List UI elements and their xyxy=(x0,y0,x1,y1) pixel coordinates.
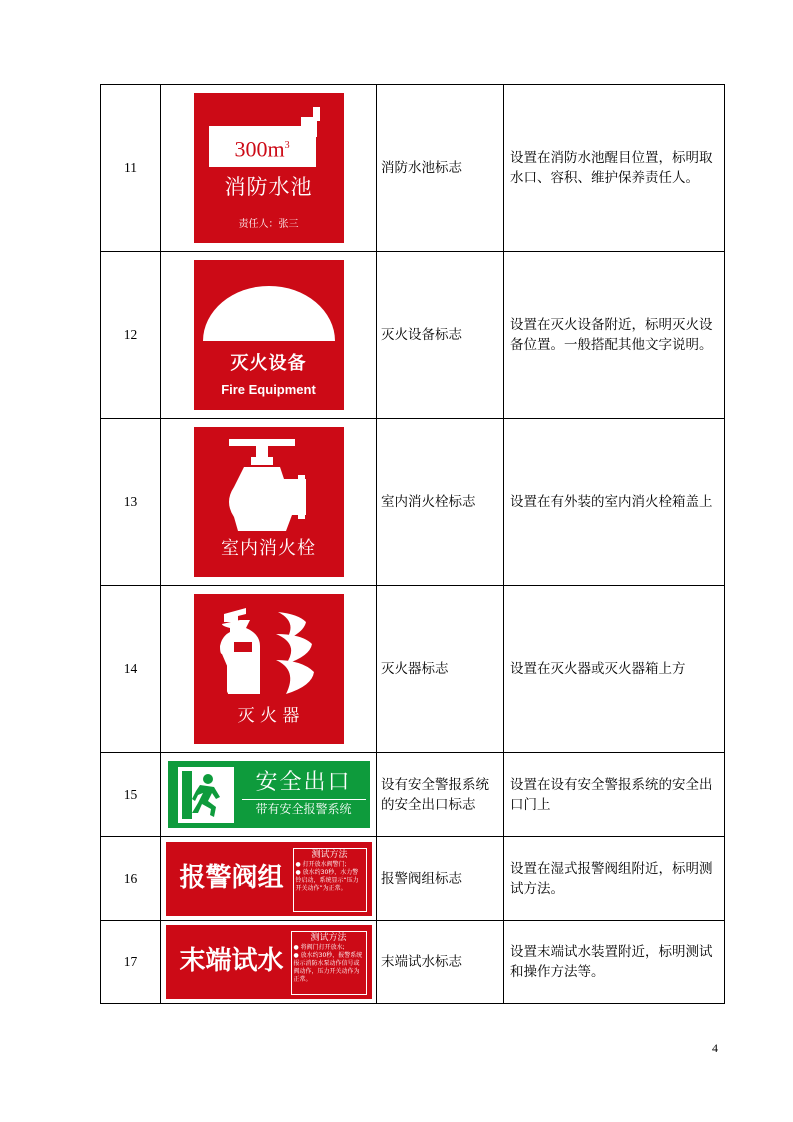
table-row xyxy=(101,753,725,837)
row-number: 12 xyxy=(101,252,161,419)
panel-line: ● 放水约30秒，水力警铃启动，系统显示“压力开关动作”为正常。 xyxy=(295,868,359,892)
sign-description: 设置在有外装的室内消火栓箱盖上 xyxy=(504,419,725,586)
fire-sign-table xyxy=(100,84,725,1004)
test-method-panel xyxy=(293,848,367,912)
sign-title: 消防水池 xyxy=(224,175,313,199)
sign-description: 设置在消防水池醒目位置，标明取水口、容积、维护保养责任人。 xyxy=(504,85,725,252)
sign-cell xyxy=(161,921,377,1004)
sign-description: 设置在设有安全警报系统的安全出口门上 xyxy=(504,753,725,837)
row-number: 17 xyxy=(101,921,161,1004)
sign-description: 设置末端试水装置附近，标明测试和操作方法等。 xyxy=(504,921,725,1004)
fire-pool-sign xyxy=(194,93,344,243)
sign-subtitle: 责任人：张三 xyxy=(238,219,299,230)
table-row xyxy=(101,252,725,419)
sign-cell xyxy=(161,586,377,753)
sign-name: 设有安全警报系统的安全出口标志 xyxy=(377,753,504,837)
sign-title: 安全出口 xyxy=(255,770,352,795)
end-test-water-sign xyxy=(166,925,372,999)
sign-description: 设置在灭火设备附近，标明灭火设备位置。一般搭配其他文字说明。 xyxy=(504,252,725,419)
sign-title: 灭 火 器 xyxy=(237,706,300,726)
table-row xyxy=(101,837,725,921)
panel-title: 测试方法 xyxy=(311,849,348,860)
running-man-box xyxy=(178,767,234,823)
sign-name: 末端试水标志 xyxy=(377,921,504,1004)
volume-label: $300m^3$ xyxy=(234,136,290,162)
panel-line: ● 将阀门打开放水; xyxy=(293,944,345,951)
sign-title: 末端试水 xyxy=(179,946,284,976)
table-row xyxy=(101,586,725,753)
sign-cell xyxy=(161,419,377,586)
sign-title: 室内消火栓 xyxy=(221,538,316,559)
row-number: 15 xyxy=(101,753,161,837)
sign-name: 灭火设备标志 xyxy=(377,252,504,419)
page-number: 4 xyxy=(712,1041,718,1055)
sign-subtitle: Fire Equipment xyxy=(221,382,316,397)
fire-extinguisher-sign xyxy=(194,594,344,744)
sign-cell xyxy=(161,252,377,419)
sign-cell xyxy=(161,753,377,837)
sign-name: 室内消火栓标志 xyxy=(377,419,504,586)
safety-exit-sign xyxy=(168,761,370,828)
panel-line: ● 放水约30秒，报警系统报示消防水泵动作信号或阀动作，压力开关动作为正常。 xyxy=(293,952,363,983)
sign-title: 报警阀组 xyxy=(179,862,284,893)
sign-title: 灭火设备 xyxy=(230,353,307,374)
row-number: 13 xyxy=(101,419,161,586)
sign-name: 灭火器标志 xyxy=(377,586,504,753)
row-number: 11 xyxy=(101,85,161,252)
sign-subtitle: 带有安全报警系统 xyxy=(255,802,352,816)
row-number: 16 xyxy=(101,837,161,921)
panel-title: 测试方法 xyxy=(310,933,347,943)
test-method-panel xyxy=(291,931,367,995)
alarm-valve-sign xyxy=(166,842,372,916)
sign-name: 消防水池标志 xyxy=(377,85,504,252)
panel-line: ● 打开放水阀警门; xyxy=(295,860,347,868)
running-man-icon xyxy=(178,767,234,823)
row-number: 14 xyxy=(101,586,161,753)
sign-description: 设置在湿式报警阀组附近，标明测试方法。 xyxy=(504,837,725,921)
table-row xyxy=(101,85,725,252)
table-row xyxy=(101,921,725,1004)
sign-cell xyxy=(161,85,377,252)
sign-cell xyxy=(161,837,377,921)
sign-description: 设置在灭火器或灭火器箱上方 xyxy=(504,586,725,753)
table-row xyxy=(101,419,725,586)
indoor-hydrant-sign xyxy=(194,427,344,577)
fire-equipment-sign xyxy=(194,260,344,410)
sign-name: 报警阀组标志 xyxy=(377,837,504,921)
